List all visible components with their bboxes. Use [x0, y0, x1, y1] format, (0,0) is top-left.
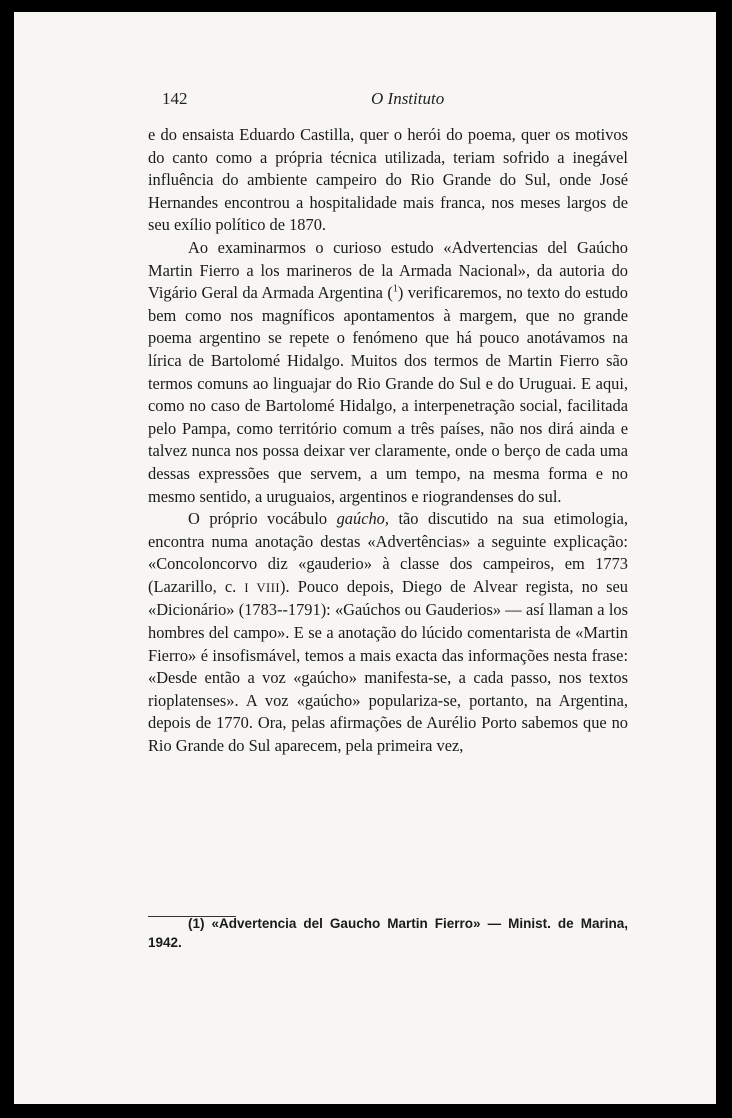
paragraph-1: e do ensaista Eduardo Castilla, quer o herói do poema, quer os motivos do canto como a própria técnica utilizada, teriam sofrido a inegável influência do ambiente campeiro do Rio Grande do Sul, onde José Hernandes encontrou a hospitalidade mais franca, nos meses largos de seu exílio político de 1870. [148, 125, 628, 235]
paragraph-3-text-a: O próprio vocábulo [188, 509, 337, 529]
footnote [148, 914, 628, 952]
footnote-reference: 1 [392, 283, 398, 295]
footnote-text: «Advertencia del Gaucho Martin Fierro» — Minist. de Marina, 1942. [148, 916, 628, 950]
running-title: O Instituto [371, 89, 445, 108]
paragraph-2 [148, 237, 628, 508]
chapter-reference: I VIII [244, 580, 281, 595]
paragraph-3-text-b: tão discutido na sua etimologia, encontra numa anotação destas «Advertências» a seguinte explicação: «Concoloncorvo diz «gauderio» à classe dos campeiros, em 1773 (Lazarillo, c. [148, 509, 628, 596]
page-number: 142 [162, 89, 188, 108]
page-header [162, 89, 662, 113]
footnote-marker: (1) [188, 916, 205, 931]
paragraph-3 [148, 508, 628, 758]
body-text [148, 124, 628, 758]
paragraph-3-text-c: ). Pouco depois, Diego de Alvear regista, no seu «Dicionário» (1783--1791): «Gaúchos ou Gauderios» — así llaman a los hombres del campo». E se a anotação do lúcido comentarista de «Martin Fierro» é insofismável, temos a mais exacta das informações nesta frase: «Desde então a voz «gaúcho» manifesta-se, a cada passo, nos textos rioplatenses». A voz «gaúcho» populariza-se, portanto, na Argentina, depois de 1770. Ora, pelas afirmações de Aurélio Porto sabemos que no Rio Grande do Sul aparecem, pela primeira vez, [148, 576, 628, 756]
paragraph-2-text-a: Ao examinarmos o curioso estudo «Advertencias del Gaúcho Martin Fierro a los marineros de la Armada Nacional», da autoria do Vigário Geral da Armada Argentina ( [148, 237, 628, 303]
italic-term-gaucho: gaúcho, [336, 509, 389, 529]
paragraph-2-text-b: ) verificaremos, no texto do estudo bem como nos magníficos apontamentos à margem, que no grande poema argentino se repete o fenómeno que há pouco anotávamos na lírica de Bartolomé Hidalgo. Muitos dos termos de Martin Fierro são termos comuns ao linguajar do Rio Grande do Sul e do Uruguai. E aqui, como no caso de Bartolomé Hidalgo, a interpenetração social, facilitada pelo Pampa, como território comum a três países, não nos dirá ainda e talvez nunca nos possa deixar ver claramente, onde o berço de cada uma dessas expressões que servem, a um tempo, na mesma forma e no mesmo sentido, a uruguaios, argentinos e riograndenses do sul. [148, 283, 628, 506]
